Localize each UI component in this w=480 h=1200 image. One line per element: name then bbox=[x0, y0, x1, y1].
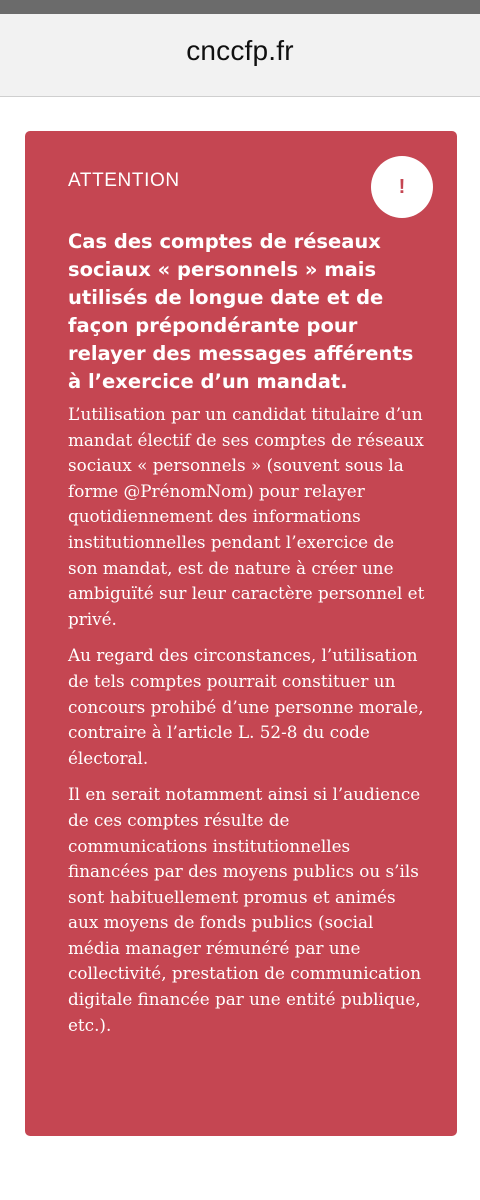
alert-heading: Cas des comptes de réseaux sociaux « personnels » mais utilisés de longue date et de façon prépondérante pour relayer des messages afférents à l’exercice d’un mandat. bbox=[68, 230, 414, 393]
alert-paragraph: Au regard des circonstances, l’utilisation de tels comptes pourrait constituer un concours prohibé d’une personne morale, contraire à l’article L. 52-8 du code électoral. bbox=[68, 645, 424, 768]
alert-card bbox=[25, 131, 457, 1136]
alert-label: ATTENTION bbox=[68, 170, 180, 191]
browser-address-bar[interactable] bbox=[0, 14, 480, 97]
alert-badge bbox=[371, 156, 433, 218]
page-content bbox=[0, 97, 480, 1200]
exclamation-icon: ! bbox=[398, 176, 406, 198]
alert-body bbox=[68, 402, 428, 1049]
alert-paragraph: Il en serait notamment ainsi si l’audience de ces comptes résulte de communications institutionnelles financées par des moyens publics ou s’ils sont habituellement promus et animés aux moyens de fonds publics (social média manager rémunéré par une collectivité, prestation de communication digitale financée par une entité publique, etc.). bbox=[68, 784, 422, 1035]
address-domain[interactable]: cnccfp.fr bbox=[186, 35, 294, 66]
alert-paragraph: L’utilisation par un candidat titulaire d’un mandat électif de ses comptes de réseaux sociaux « personnels » (souvent sous la forme @PrénomNom) pour relayer quotidiennement des informations institutionnelles pendant l’exercice de son mandat, est de nature à créer une ambiguïté sur leur caractère personnel et privé. bbox=[68, 404, 425, 629]
browser-top-strip bbox=[0, 0, 480, 14]
